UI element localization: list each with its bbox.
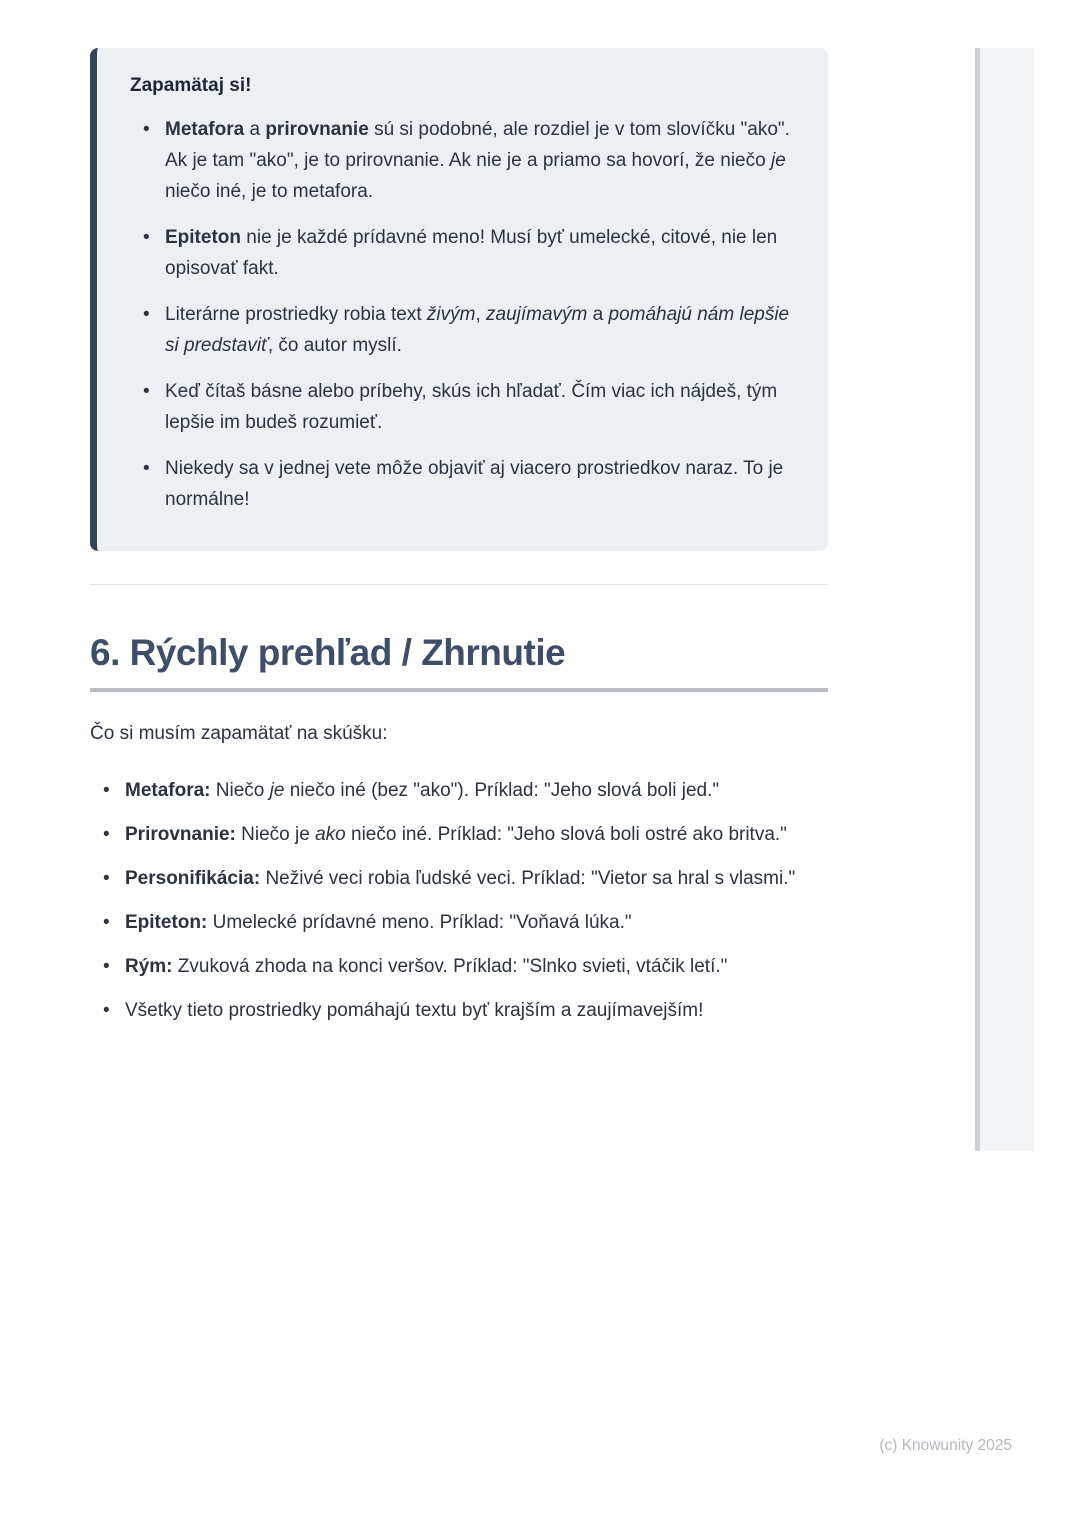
section-heading: 6. Rýchly prehľad / Zhrnutie (90, 631, 828, 692)
callout-note (90, 48, 828, 551)
callout-item: • Niekedy sa v jednej vete môže objaviť aj viacero prostriedkov naraz. To je normálne! (143, 453, 790, 515)
summary-item: • Epiteton: Umelecké prídavné meno. Príklad: "Voňavá lúka." (103, 907, 828, 938)
summary-item: • Prirovnanie: Niečo je ako niečo iné. Príklad: "Jeho slová boli ostré ako britva." (103, 819, 828, 850)
footer-copyright: (c) Knowunity 2025 (879, 1437, 1012, 1454)
callout-item: • Literárne prostriedky robia text živým, zaujímavým a pomáhajú nám lepšie si predstaviť, čo autor myslí. (143, 299, 790, 361)
summary-item: • Rým: Zvuková zhoda na konci veršov. Príklad: "Slnko svieti, vtáčik letí." (103, 951, 828, 982)
section-intro: Čo si musím zapamätať na skúšku: (90, 723, 388, 744)
callout-title: Zapamätaj si! (130, 75, 252, 96)
summary-item: • Všetky tieto prostriedky pomáhajú textu byť krajším a zaujímavejším! (103, 995, 828, 1026)
section-divider (90, 584, 828, 585)
callout-list (130, 114, 790, 515)
page-content (90, 0, 828, 1026)
callout-item: • Epiteton nie je každé prídavné meno! Musí byť umelecké, citové, nie len opisovať fakt. (143, 222, 790, 284)
summary-item: • Personifikácia: Neživé veci robia ľudské veci. Príklad: "Vietor sa hral s vlasmi." (103, 863, 828, 894)
summary-list (90, 775, 828, 1026)
callout-item: • Keď čítaš básne alebo príbehy, skús ich hľadať. Čím viac ich nájdeš, tým lepšie im budeš rozumieť. (143, 376, 790, 438)
summary-item: • Metafora: Niečo je niečo iné (bez "ako"). Príklad: "Jeho slová boli jed." (103, 775, 828, 806)
next-page-preview (980, 48, 1034, 1151)
callout-item: • Metafora a prirovnanie sú si podobné, ale rozdiel je v tom slovíčku "ako". Ak je tam "ako", je to prirovnanie. Ak nie je a priamo sa hovorí, že niečo je niečo iné, je to metafora. (143, 114, 790, 207)
